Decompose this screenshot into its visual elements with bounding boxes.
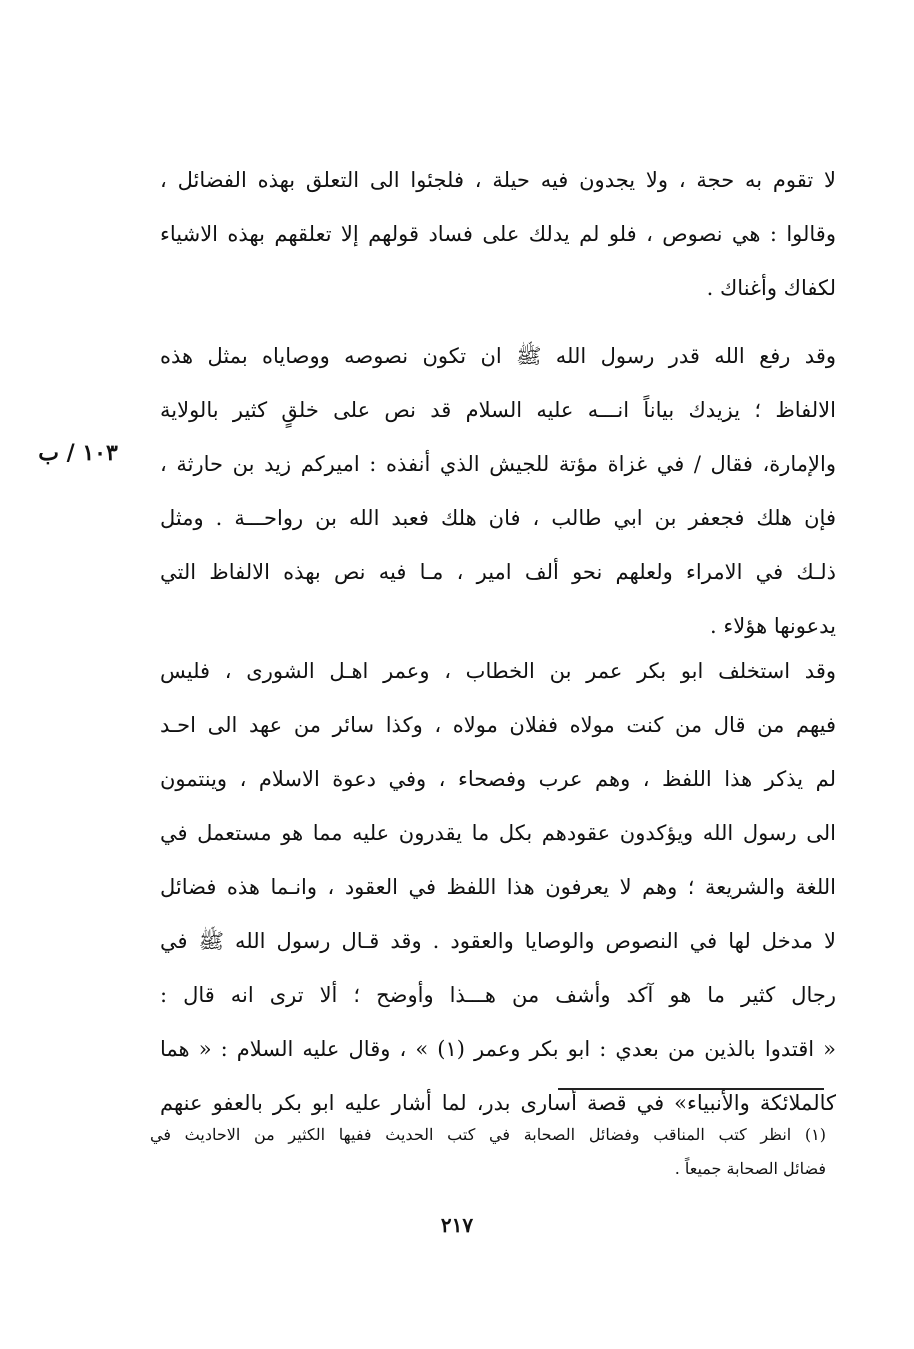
paragraph-3: [160, 644, 836, 1130]
text-line: وقد استخلف ابو بكر عمر بن الخطاب ، وعمر اهـل الشورى ، فليس: [160, 659, 836, 683]
text-line: والإمارة، فقال / في غزاة مؤتة للجيش الذي أنفذه : اميركم زيد بن حارثة ،: [160, 452, 836, 476]
text-line: لم يذكر هذا اللفظ ، وهم عرب وفصحاء ، وفي دعوة الاسلام ، وينتمون: [160, 767, 836, 791]
text-line: ذلـك في الامراء ولعلهم نحو ألف امير ، مـا فيه نص بهذه الالفاظ التي: [160, 560, 836, 584]
text-line: فإن هلك فجعفر بن ابي طالب ، فان هلك فعبد الله بن رواحـــة . ومثل: [160, 506, 836, 530]
text-line: فيهم من قال من كنت مولاه ففلان مولاه ، وكذا سائر من عهد الى احـد: [160, 713, 836, 737]
text-line: الالفاظ ؛ يزيدك بياناً انـــه عليه السلام قد نص على خلقٍ كثير بالولاية: [160, 398, 836, 422]
text-line: لا مدخل لها في النصوص والوصايا والعقود . وقد قـال رسول الله ﷺ في: [160, 929, 836, 953]
paragraph-1: [160, 153, 836, 315]
text-line: يدعونها هؤلاء .: [710, 614, 836, 638]
text-line: الى رسول الله ويؤكدون عقودهم بكل ما يقدرون عليه مما هو مستعمل في: [160, 821, 836, 845]
footnote: [150, 1118, 826, 1186]
paragraph-2: [160, 329, 836, 653]
footnote-line: (١) انظر كتب المناقب وفضائل الصحابة في كتب الحديث ففيها الكثير من الاحاديث في: [150, 1125, 826, 1144]
text-line: وقد رفع الله قدر رسول الله ﷺ ان تكون نصوصه ووصاياه بمثل هذه: [160, 344, 836, 368]
page-number: ٢١٧: [440, 1213, 474, 1237]
footnote-line: فضائل الصحابة جميعاً .: [674, 1159, 826, 1178]
text-line: كالملائكة والأنبياء» في قصة أسارى بدر، لما أشار عليه ابو بكر بالعفو عنهم: [160, 1091, 836, 1115]
text-line: وقالوا : هي نصوص ، فلو لم يدلك على فساد قولهم إلا تعلقهم بهذه الاشياء: [160, 222, 836, 246]
text-line: لكفاك وأغناك .: [706, 276, 836, 300]
text-line: لا تقوم به حجة ، ولا يجدون فيه حيلة ، فلجئوا الى التعلق بهذه الفضائل ،: [160, 168, 836, 192]
text-line: « اقتدوا بالذين من بعدي : ابو بكر وعمر (١) » ، وقال عليه السلام : « هما: [160, 1037, 836, 1061]
text-line: رجال كثير ما هو آكد وأشف من هـــذا وأوضح ؛ ألا ترى انه قال :: [160, 983, 836, 1007]
text-line: اللغة والشريعة ؛ وهم لا يعرفون هذا اللفظ في العقود ، وانـما هذه فضائل: [160, 875, 836, 899]
footnote-divider: [558, 1088, 824, 1090]
manuscript-folio-note: ١٠٣ / ب: [38, 440, 118, 466]
